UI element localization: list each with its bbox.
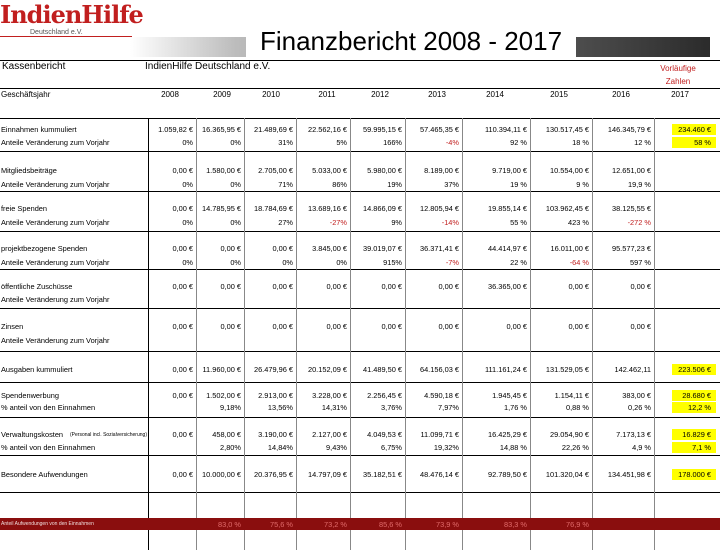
table-cell-2015: 9 %: [576, 180, 589, 189]
year-2008: 2008: [161, 90, 179, 99]
table-row-werbung: [0, 391, 720, 401]
year-header-row: [0, 90, 720, 100]
table-cell-2014: 36.365,00 €: [487, 282, 527, 291]
table-cell-2013: 64.156,03 €: [419, 365, 459, 374]
table-cell-2008: 0,00 €: [172, 391, 193, 400]
table-cell-2016: 146.345,79 €: [607, 125, 651, 134]
table-row-mitglied-pct: [0, 180, 720, 190]
table-cell-2008: 0%: [182, 258, 193, 267]
table-cell-2012: 19%: [387, 180, 402, 189]
table-cell-2013: 57.465,35 €: [419, 125, 459, 134]
year-2014: 2014: [486, 90, 504, 99]
table-cell-2013: 0,00 €: [438, 322, 459, 331]
table-cell-2014: 19.855,14 €: [487, 204, 527, 213]
table-cell-2013: 0,00 €: [438, 282, 459, 291]
table-cell-2017: 7,1 %: [692, 443, 711, 452]
table-cell-2012: 4.049,53 €: [367, 430, 402, 439]
row-label: % anteil von den Einnahmen: [1, 443, 96, 452]
table-cell-2016: 4,9 %: [632, 443, 651, 452]
table-cell-2016: 95.577,23 €: [611, 244, 651, 253]
table-cell-2015: 423 %: [568, 218, 589, 227]
row-label: % anteil von den Einnahmen: [1, 403, 96, 412]
table-cell-2012: 6,75%: [381, 443, 402, 452]
table-cell-2016: -272 %: [627, 218, 651, 227]
table-cell-2013: 4.590,18 €: [424, 391, 459, 400]
table-cell-2012: 5.980,00 €: [367, 166, 402, 175]
table-row-verwaltung-pct: [0, 443, 720, 453]
table-cell-2009: 11.960,00 €: [202, 365, 241, 374]
table-cell-2012: 41.489,50 €: [362, 365, 402, 374]
table-cell-2015: -64 %: [569, 258, 589, 267]
table-cell-2012: 915%: [383, 258, 402, 267]
table-cell-2016: 383,00 €: [622, 391, 651, 400]
table-cell-2011: 0%: [336, 258, 347, 267]
table-cell-2013: 8.189,00 €: [424, 166, 459, 175]
table-cell-2015: 103.962,45 €: [545, 204, 589, 213]
table-cell-2011: 5%: [336, 138, 347, 147]
table-cell-2013: 48.476,14 €: [419, 470, 459, 479]
table-cell-2014: 44.414,97 €: [487, 244, 527, 253]
year-2017: 2017: [671, 90, 689, 99]
table-cell-2014: 92.789,50 €: [487, 470, 527, 479]
logo-underline: [0, 36, 132, 37]
table-cell-2010: 26.479,96 €: [253, 365, 293, 374]
table-cell-2011: 0,00 €: [326, 282, 347, 291]
table-cell-2015: 76,9 %: [565, 520, 589, 529]
row-label: Spendenwerbung: [1, 391, 59, 400]
table-row-projekt-pct: [0, 258, 720, 268]
table-cell-2010: 3.190,00 €: [258, 430, 293, 439]
table-cell-2017: 178.000 €: [678, 470, 711, 479]
table-cell-2014: 19 %: [510, 180, 527, 189]
table-cell-2013: -14%: [441, 218, 459, 227]
table-cell-2012: 3,76%: [381, 403, 402, 412]
table-cell-2009: 0%: [230, 180, 241, 189]
row-label: Besondere Aufwendungen: [1, 470, 88, 479]
table-row-besondere-pct: [0, 519, 720, 529]
table-cell-2016: 12 %: [634, 138, 651, 147]
section-label: Kassenbericht: [2, 61, 66, 72]
table-row-mitglied: [0, 166, 720, 176]
table-row-einnahmen: [0, 125, 720, 135]
year-2012: 2012: [371, 90, 389, 99]
table-cell-2016: 0,00 €: [630, 282, 651, 291]
row-divider: [0, 88, 720, 89]
table-cell-2010: 20.376,95 €: [253, 470, 293, 479]
table-cell-2016: 12.651,00 €: [611, 166, 651, 175]
table-cell-2009: 9,18%: [220, 403, 241, 412]
row-divider: [0, 308, 720, 309]
table-cell-2009: 10.000,00 €: [201, 470, 241, 479]
table-cell-2015: 0,88 %: [565, 403, 589, 412]
table-cell-2010: 21.489,69 €: [253, 125, 293, 134]
row-label: Zinsen: [1, 322, 24, 331]
table-cell-2016: 38.125,55 €: [611, 204, 651, 213]
table-row-projekt: [0, 244, 720, 254]
preliminary-note-line2: Zahlen: [665, 77, 691, 86]
table-cell-2012: 9%: [391, 218, 402, 227]
row-divider: [0, 492, 720, 493]
table-cell-2014: 14,88 %: [499, 443, 527, 452]
row-label: Verwaltungskosten: [1, 430, 64, 439]
table-cell-2010: 0,00 €: [272, 282, 293, 291]
logo-subtitle: Deutschland e.V.: [30, 29, 83, 36]
row-label: Anteil Aufwendungen von den Einnahmen: [1, 521, 94, 527]
logo: [0, 0, 143, 62]
table-cell-2014: 55 %: [510, 218, 527, 227]
table-cell-2008: 0%: [182, 180, 193, 189]
table-cell-2010: 27%: [278, 218, 293, 227]
year-2015: 2015: [550, 90, 568, 99]
table-cell-2011: 22.562,16 €: [307, 125, 347, 134]
row-label: Anteile Veränderung zum Vorjahr: [1, 138, 110, 147]
table-cell-2013: 7,97%: [438, 403, 459, 412]
table-cell-2012: 0,00 €: [381, 282, 402, 291]
row-divider: [0, 455, 720, 456]
row-divider: [0, 118, 720, 119]
table-cell-2015: 29.054,90 €: [549, 430, 589, 439]
table-cell-2011: 0,00 €: [326, 322, 347, 331]
year-2013: 2013: [428, 90, 446, 99]
row-label-note: (Personal incl. Sozialversicherung): [70, 432, 147, 438]
table-cell-2011: 5.033,00 €: [312, 166, 347, 175]
table-cell-2011: 86%: [332, 180, 347, 189]
table-cell-2010: 75,6 %: [269, 520, 293, 529]
table-row-einnahmen-pct: [0, 138, 720, 148]
table-cell-2016: 7.173,13 €: [616, 430, 651, 439]
table-cell-2017: 12,2 %: [687, 403, 711, 412]
year-2016: 2016: [612, 90, 630, 99]
table-cell-2010: 31%: [278, 138, 293, 147]
preliminary-note: [646, 62, 710, 88]
table-cell-2016: 142.462,11: [614, 365, 651, 374]
table-cell-2015: 16.011,00 €: [550, 244, 589, 253]
table-cell-2012: 59.995,15 €: [362, 125, 402, 134]
row-divider: [0, 60, 720, 61]
table-cell-2015: 130.517,45 €: [545, 125, 589, 134]
row-label: freie Spenden: [1, 204, 48, 213]
table-row-werbung-pct: [0, 403, 720, 413]
table-cell-2014: 22 %: [510, 258, 527, 267]
table-row-zuschuss-pct: [0, 295, 720, 305]
table-cell-2009: 1.502,00 €: [206, 391, 241, 400]
table-cell-2016: 0,00 €: [630, 322, 651, 331]
table-cell-2009: 1.580,00 €: [206, 166, 241, 175]
table-cell-2012: 85,6 %: [378, 520, 402, 529]
table-row-zinsen-pct: [0, 336, 720, 346]
organization-name: IndienHilfe Deutschland e.V.: [145, 61, 271, 72]
row-label: Anteile Veränderung zum Vorjahr: [1, 336, 110, 345]
table-cell-2008: 0,00 €: [172, 204, 193, 213]
table-cell-2009: 458,00 €: [212, 430, 241, 439]
table-cell-2013: 19,32%: [433, 443, 459, 452]
table-cell-2011: 13.689,16 €: [307, 204, 347, 213]
table-cell-2008: 0,00 €: [172, 365, 193, 374]
table-cell-2008: 0,00 €: [172, 166, 193, 175]
table-cell-2011: 20.152,09 €: [307, 365, 347, 374]
table-cell-2014: 83,3 %: [503, 520, 527, 529]
row-divider: [0, 417, 720, 418]
table-cell-2012: 35.182,51 €: [362, 470, 402, 479]
row-label: Einnahmen kummuliert: [1, 125, 77, 134]
table-row-spenden-pct: [0, 218, 720, 228]
table-cell-2011: -27%: [329, 218, 347, 227]
table-cell-2009: 0%: [230, 258, 241, 267]
table-cell-2008: 1.059,82 €: [158, 125, 193, 134]
table-cell-2008: 0%: [182, 218, 193, 227]
table-cell-2008: 0,00 €: [172, 430, 193, 439]
table-cell-2016: 597 %: [630, 258, 651, 267]
table-cell-2017: 223.506 €: [678, 365, 711, 374]
row-label: Anteile Veränderung zum Vorjahr: [1, 295, 110, 304]
table-cell-2013: 11.099,71 €: [420, 430, 459, 439]
table-cell-2015: 0,00 €: [568, 282, 589, 291]
row-label: Mitgliedsbeiträge: [1, 166, 57, 175]
table-row-verwaltung: [0, 430, 720, 440]
row-label: öffentliche Zuschüsse: [1, 282, 73, 291]
table-cell-2013: 73,9 %: [435, 520, 459, 529]
table-cell-2008: 0,00 €: [172, 470, 193, 479]
table-cell-2011: 9,43%: [326, 443, 347, 452]
table-cell-2010: 0%: [282, 258, 293, 267]
row-divider: [0, 269, 720, 270]
table-cell-2009: 0%: [230, 218, 241, 227]
table-cell-2015: 1.154,11 €: [554, 391, 589, 400]
table-cell-2011: 3.228,00 €: [312, 391, 347, 400]
table-cell-2008: 0,00 €: [172, 322, 193, 331]
table-cell-2009: 0,00 €: [220, 282, 241, 291]
logo-text: IndienHilfe: [0, 0, 143, 29]
table-cell-2015: 10.554,00 €: [549, 166, 589, 175]
table-cell-2010: 0,00 €: [272, 244, 293, 253]
table-cell-2014: 111.161,24 €: [484, 365, 527, 374]
row-label: Ausgaben kummuliert: [1, 365, 73, 374]
table-cell-2010: 2.913,00 €: [258, 391, 293, 400]
table-cell-2015: 18 %: [572, 138, 589, 147]
table-cell-2009: 16.365,95 €: [201, 125, 241, 134]
row-divider: [0, 191, 720, 192]
table-cell-2011: 14.797,09 €: [307, 470, 347, 479]
table-cell-2009: 14.785,95 €: [201, 204, 241, 213]
table-cell-2014: 16.425,29 €: [487, 430, 527, 439]
table-cell-2009: 0%: [230, 138, 241, 147]
table-cell-2010: 0,00 €: [272, 322, 293, 331]
table-cell-2014: 0,00 €: [506, 322, 527, 331]
table-row-spenden: [0, 204, 720, 214]
table-cell-2016: 19,9 %: [627, 180, 651, 189]
table-cell-2011: 2.127,00 €: [312, 430, 347, 439]
table-cell-2015: 0,00 €: [568, 322, 589, 331]
table-cell-2009: 0,00 €: [220, 322, 241, 331]
table-cell-2008: 0,00 €: [172, 282, 193, 291]
table-cell-2010: 14,84%: [267, 443, 293, 452]
table-cell-2009: 83,0 %: [217, 520, 241, 529]
table-cell-2008: 0,00 €: [172, 244, 193, 253]
table-cell-2015: 101.320,04 €: [545, 470, 589, 479]
table-cell-2010: 18.784,69 €: [253, 204, 293, 213]
table-cell-2013: 36.371,41 €: [419, 244, 459, 253]
table-cell-2015: 22,26 %: [561, 443, 589, 452]
row-label: Anteile Veränderung zum Vorjahr: [1, 218, 110, 227]
table-cell-2014: 1,76 %: [503, 403, 527, 412]
table-cell-2008: 0%: [182, 138, 193, 147]
table-cell-2014: 1.945,45 €: [492, 391, 527, 400]
table-cell-2013: 37%: [444, 180, 459, 189]
table-cell-2012: 0,00 €: [381, 322, 402, 331]
row-label: Anteile Veränderung zum Vorjahr: [1, 180, 110, 189]
table-cell-2012: 39.019,07 €: [362, 244, 402, 253]
row-divider: [0, 351, 720, 352]
table-row-ausgaben: [0, 365, 720, 375]
table-row-zuschuss: [0, 282, 720, 292]
table-cell-2010: 13,56%: [267, 403, 293, 412]
table-cell-2012: 2.256,45 €: [367, 391, 402, 400]
table-cell-2010: 2.705,00 €: [258, 166, 293, 175]
table-cell-2017: 58 %: [694, 138, 711, 147]
row-divider: [0, 231, 720, 232]
preliminary-note-line1: Vorläufige: [660, 64, 696, 73]
table-cell-2014: 9.719,00 €: [492, 166, 527, 175]
table-cell-2016: 134.451,98 €: [607, 470, 651, 479]
table-cell-2017: 28.680 €: [682, 391, 711, 400]
table-row-besondere: [0, 470, 720, 480]
row-label: Anteile Veränderung zum Vorjahr: [1, 258, 110, 267]
year-2010: 2010: [262, 90, 280, 99]
table-cell-2014: 110.394,11 €: [484, 125, 527, 134]
table-cell-2011: 73,2 %: [323, 520, 347, 529]
table-cell-2010: 71%: [278, 180, 293, 189]
year-2009: 2009: [213, 90, 231, 99]
table-cell-2017: 234.460 €: [678, 125, 711, 134]
table-cell-2013: -4%: [445, 138, 459, 147]
table-cell-2015: 131.529,05 €: [545, 365, 589, 374]
row-label: projektbezogene Spenden: [1, 244, 88, 253]
table-row-zinsen: [0, 322, 720, 332]
table-cell-2017: 16.829 €: [682, 430, 711, 439]
page-title: Finanzbericht 2008 - 2017: [246, 24, 576, 58]
row-divider: [0, 382, 720, 383]
year-header-label: Geschäftsjahr: [1, 90, 51, 99]
year-2011: 2011: [318, 90, 336, 99]
row-divider: [0, 151, 720, 152]
table-cell-2013: 12.805,94 €: [419, 204, 459, 213]
table-cell-2011: 3.845,00 €: [312, 244, 347, 253]
table-cell-2013: -7%: [445, 258, 459, 267]
table-cell-2016: 0,26 %: [627, 403, 651, 412]
table-cell-2012: 166%: [383, 138, 402, 147]
table-cell-2014: 92 %: [510, 138, 527, 147]
table-cell-2011: 14,31%: [321, 403, 347, 412]
table-cell-2012: 14.866,09 €: [362, 204, 402, 213]
table-cell-2009: 2,80%: [220, 443, 241, 452]
table-cell-2009: 0,00 €: [220, 244, 241, 253]
